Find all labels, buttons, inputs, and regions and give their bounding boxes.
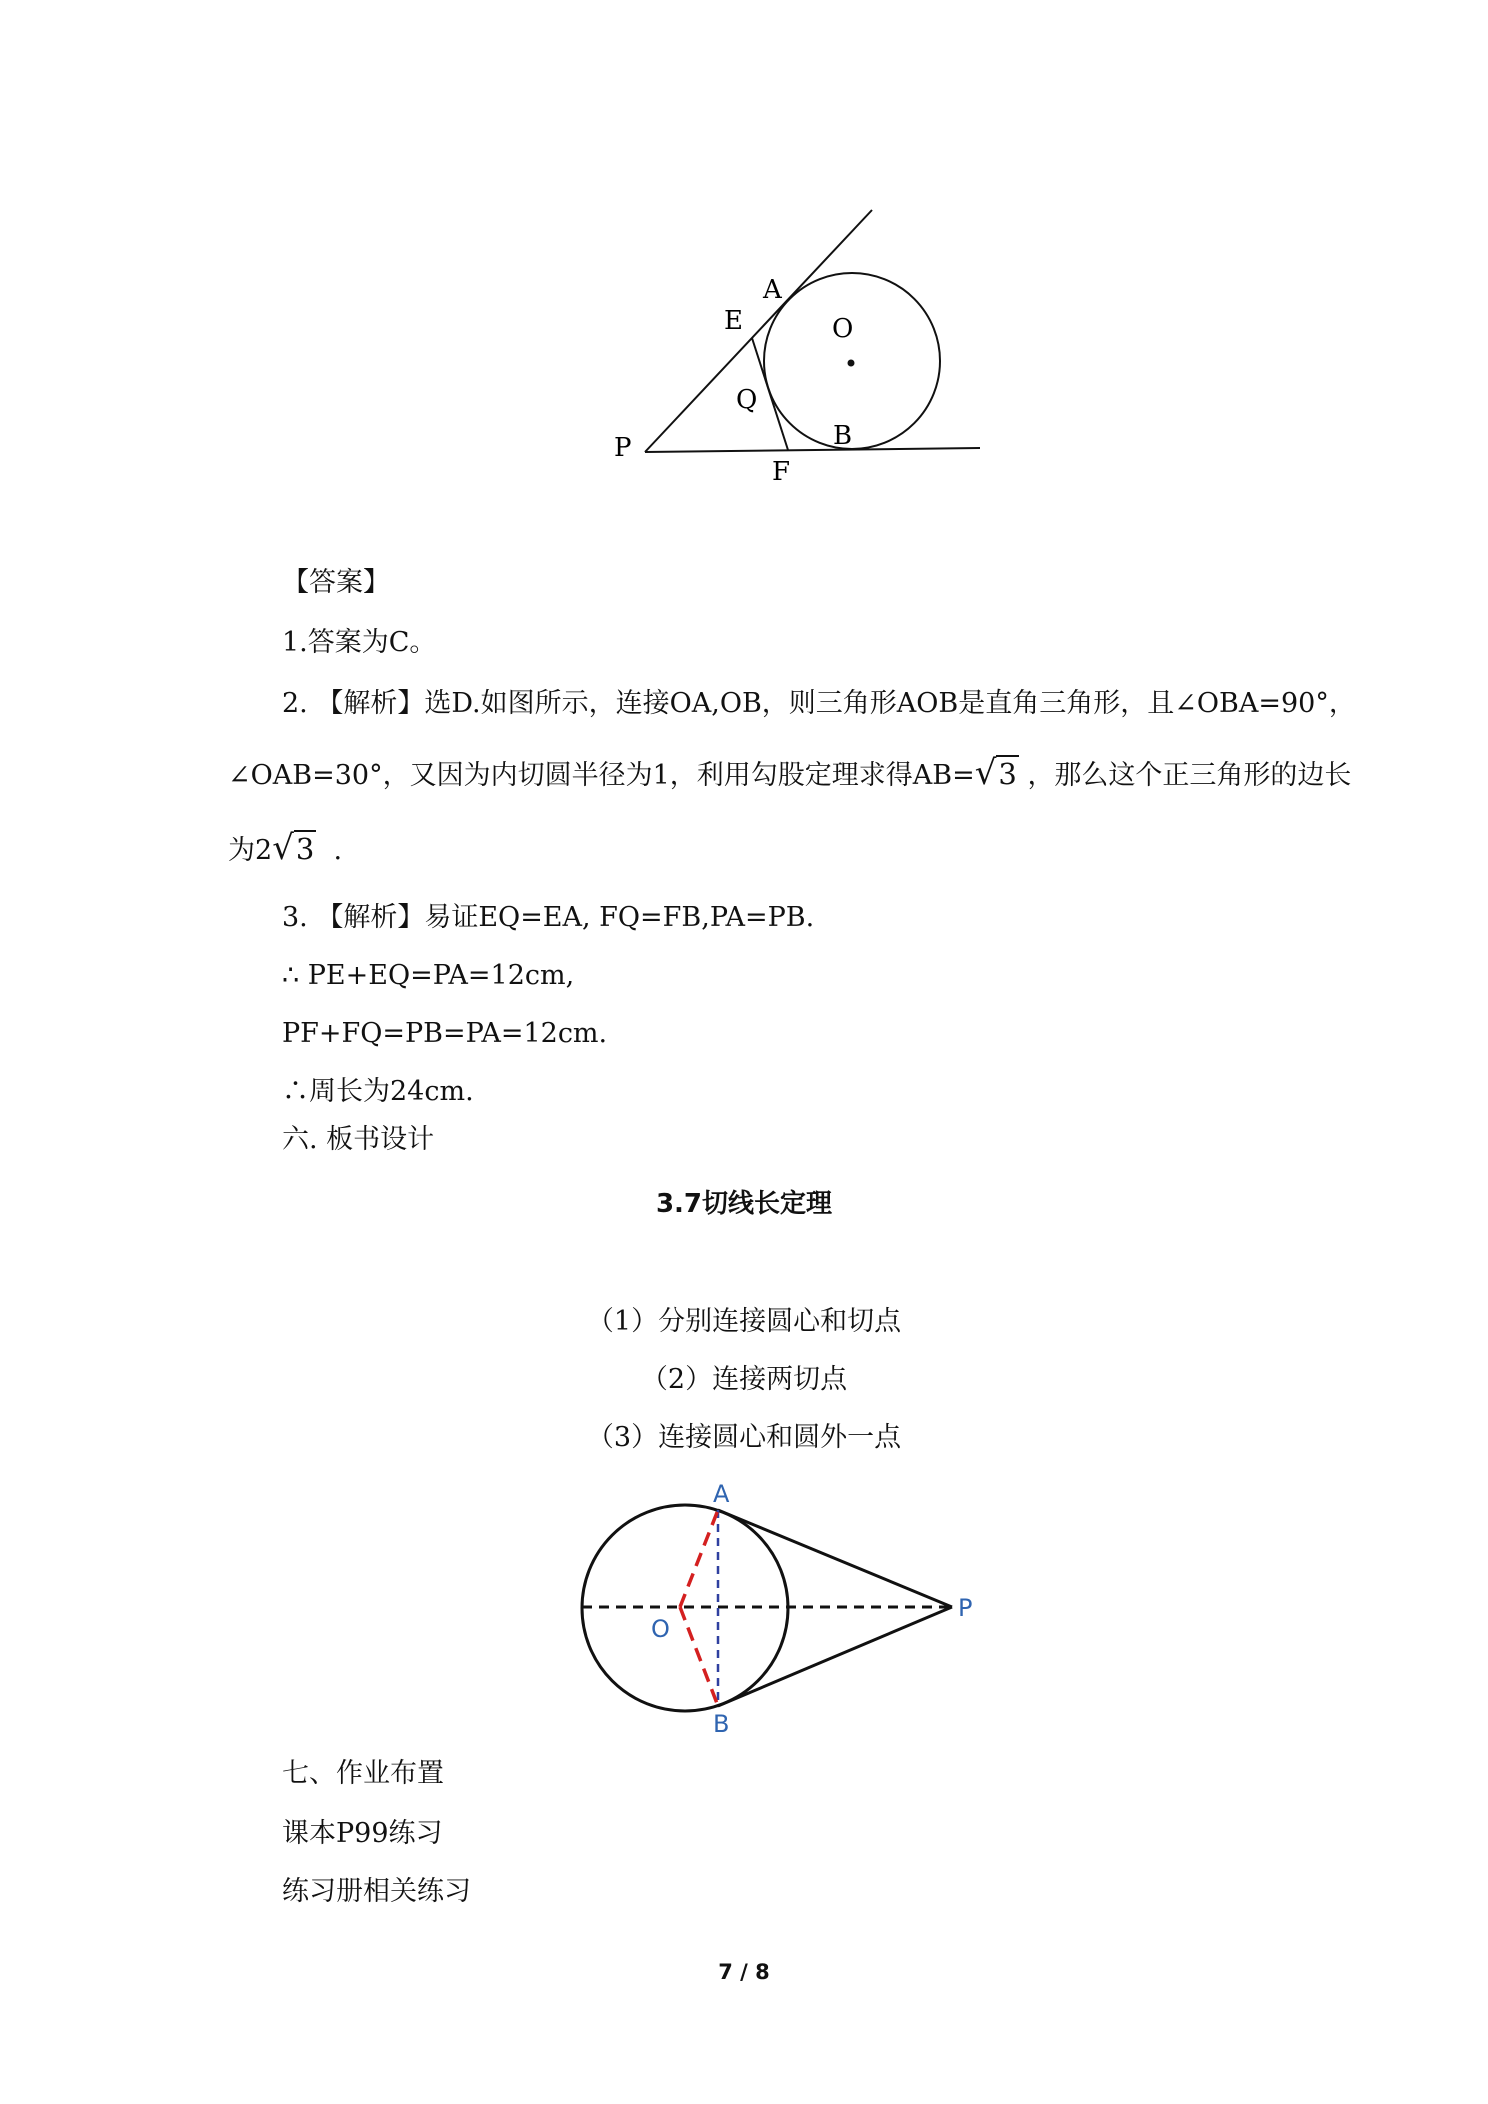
answer-item-3-line-4: ∴周长为24cm. — [282, 1076, 474, 1107]
label-p: P — [958, 1594, 973, 1622]
label-a: A — [713, 1480, 730, 1508]
answer-item-3-line-2: ∴ PE+EQ=PA=12cm, — [282, 960, 575, 991]
radius-oa — [680, 1510, 718, 1607]
board-step-2: （2）连接两切点 — [640, 1364, 848, 1395]
label-a: A — [763, 275, 782, 305]
tangent-pa — [718, 1510, 952, 1607]
label-f: F — [772, 457, 791, 487]
center-dot — [848, 360, 855, 367]
answer-item-1: 1.答案为C。 — [282, 627, 437, 658]
label-b: B — [713, 1710, 730, 1738]
homework-item-2: 练习册相关练习 — [282, 1876, 471, 1907]
homework-item-1: 课本P99练习 — [282, 1818, 443, 1849]
radius-ob — [680, 1607, 718, 1706]
answer-item-2-line-2 — [228, 755, 1351, 794]
answer-item-3-line-1: 3. 【解析】易证EQ=EA, FQ=FB,PA=PB. — [282, 902, 815, 933]
label-q: Q — [736, 385, 758, 415]
label-p: P — [614, 433, 632, 463]
line-pb — [645, 448, 980, 452]
text: . — [333, 835, 343, 866]
board-heading: 六. 板书设计 — [282, 1124, 435, 1155]
page-number: 7 / 8 — [718, 1960, 770, 1984]
label-b: B — [833, 421, 853, 451]
answer-heading: 【答案】 — [282, 567, 390, 598]
figure-tangent-triangle — [600, 190, 1000, 490]
radicand: 3 — [998, 757, 1017, 791]
sqrt-expression: √3 — [272, 828, 315, 868]
tangent-pb — [718, 1607, 952, 1706]
answer-item-2-line-3 — [228, 830, 342, 869]
answer-item-2-line-1: 2. 【解析】选D.如图所示，连接OA,OB，则三角形AOB是直角三角形，且∠OBA=90°， — [282, 688, 1356, 719]
label-o: O — [832, 314, 854, 344]
text: ，那么这个正三角形的边长 — [1027, 760, 1352, 791]
homework-heading: 七、作业布置 — [282, 1758, 444, 1789]
label-o: O — [651, 1615, 670, 1643]
board-step-3: （3）连接圆心和圆外一点 — [586, 1422, 902, 1453]
board-title: 3.7切线长定理 — [655, 1189, 833, 1219]
text: ∠OAB=30°，又因为内切圆半径为1，利用勾股定理求得AB= — [228, 760, 975, 791]
board-step-1: （1）分别连接圆心和切点 — [586, 1306, 902, 1337]
figure-tangent-length — [560, 1470, 1020, 1740]
sqrt-expression: √3 — [974, 753, 1017, 793]
radicand: 3 — [295, 832, 315, 866]
answer-item-3-line-3: PF+FQ=PB=PA=12cm. — [282, 1018, 608, 1049]
text: 为2 — [228, 835, 273, 866]
label-e: E — [724, 306, 743, 336]
